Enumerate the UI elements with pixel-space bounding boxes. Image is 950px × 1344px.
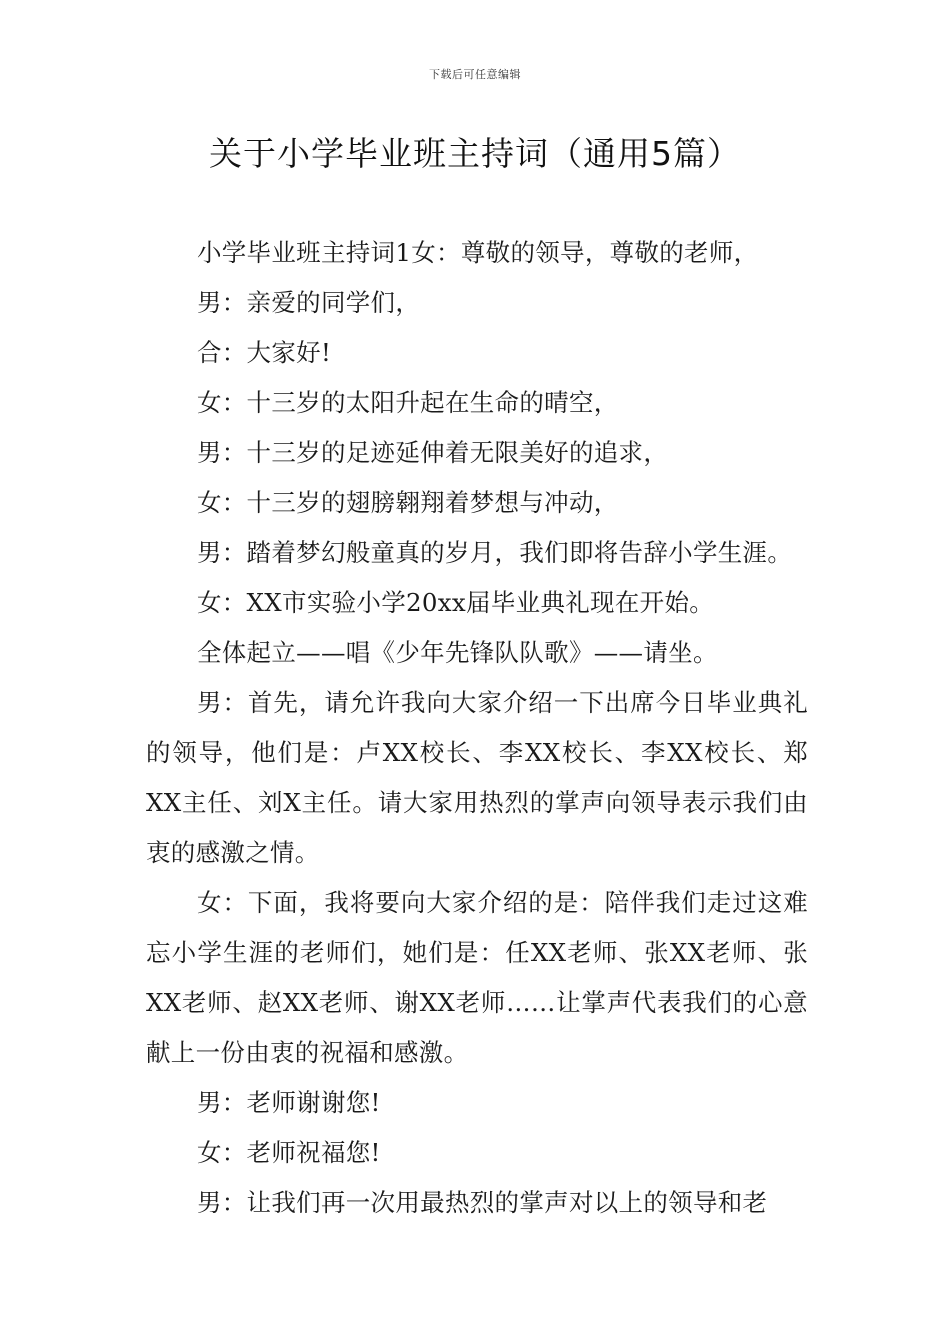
paragraph-5: 男：十三岁的足迹延伸着无限美好的追求，	[196, 438, 669, 467]
paragraph-2: 男：亲爱的同学们，	[196, 288, 421, 317]
paragraph-4: 女：十三岁的太阳升起在生命的晴空，	[196, 388, 619, 417]
paragraph-13: 女：老师祝福您!	[196, 1138, 381, 1167]
paragraph-10: 男：首先，请允许我向大家介绍一下出席今日毕业典礼的领导，他们是：卢XX校长、李XX校长、李XX校长、郑XX主任、刘X主任。请大家用热烈的掌声向领导表示我们由衷的感激之情。	[146, 688, 808, 867]
document-title: 关于小学毕业班主持词（通用5篇）	[209, 134, 741, 173]
paragraph-1: 小学毕业班主持词1女：尊敬的领导，尊敬的老师，	[196, 238, 759, 267]
paragraph-14: 男：让我们再一次用最热烈的掌声对以上的领导和老	[196, 1188, 768, 1217]
paragraph-9: 全体起立——唱《少年先锋队队歌》——请坐。	[196, 638, 718, 667]
paragraph-3: 合：大家好!	[196, 338, 332, 367]
header-note: 下载后可任意编辑	[429, 68, 521, 81]
document-body	[146, 228, 808, 1228]
paragraph-12: 男：老师谢谢您!	[196, 1088, 381, 1117]
paragraph-11: 女：下面，我将要向大家介绍的是：陪伴我们走过这难忘小学生涯的老师们，她们是：任XX老师、张XX老师、张XX老师、赵XX老师、谢XX老师……让掌声代表我们的心意献上一份由衷的祝福和感激。	[146, 888, 808, 1067]
paragraph-8: 女：XX市实验小学20xx届毕业典礼现在开始。	[196, 588, 715, 617]
paragraph-6: 女：十三岁的翅膀翱翔着梦想与冲动，	[196, 488, 619, 517]
paragraph-7: 男：踏着梦幻般童真的岁月，我们即将告辞小学生涯。	[196, 538, 793, 567]
